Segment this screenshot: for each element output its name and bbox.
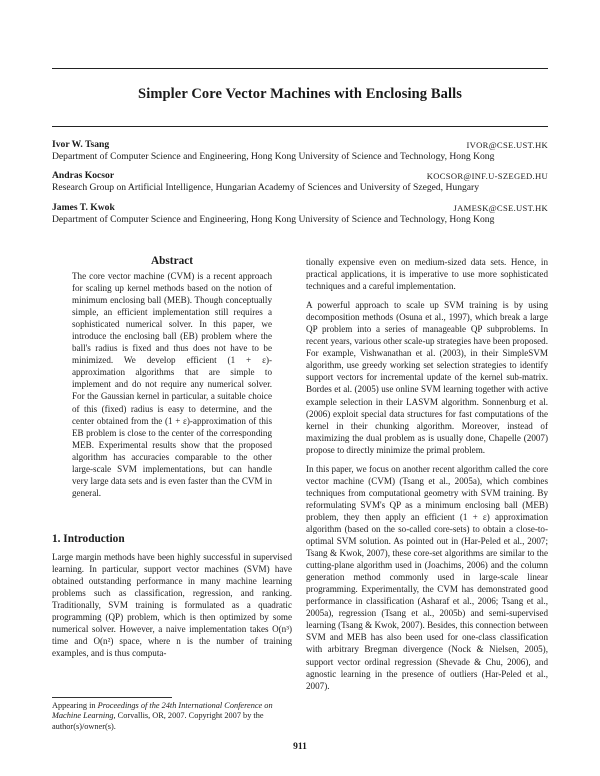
author-affiliation: Department of Computer Science and Engineering, Hong Kong University of Science and Technology, Hong Kong xyxy=(52,151,495,163)
footnote-rule xyxy=(52,697,172,698)
abstract-text xyxy=(72,270,272,499)
author-affiliation: Department of Computer Science and Engineering, Hong Kong University of Science and Technology, Hong Kong xyxy=(52,214,495,226)
author-1 xyxy=(52,139,548,163)
footnote-suffix: , Corvallis, OR, 2007. Copyright 2007 by the author(s)/owner(s). xyxy=(52,711,264,731)
page-number: 911 xyxy=(293,742,307,752)
author-name: Andras Kocsor xyxy=(52,170,115,181)
right-paragraph-3: In this paper, we focus on another recent algorithm called the core vector machine (CVM) (Tsang et al., 2005a), which combines techniques from computational geometry with SVM training. By reformulating SVM's QP as a minimum enclosing ball (MEB) problem, they then apply an efficient (1 + ε) approximation algorithm (based on the so-called core-sets) to obtain a close-to-optimal SVM solution. As pointed out in (Har-Peled et al., 2007; Tsang & Kwok, 2007), these core-set algorithms are similar to the cutting-plane algorithm used in (Joachims, 2006) and the column generation method commonly used in large-scale linear programming. Experimentally, the CVM has demonstrated good performance in classification (Asharaf et al., 2006; Tsang et al., 2005a), regression (Tsang et al., 2005b) and semi-supervised learning (Tsang & Kwok, 2007). Besides, this connection between SVM and MEB has also been used for one-class classification with arbitrary Bregman divergence (Nock & Nielsen, 2005), support vector ordinal regression (Shevade & Chu, 2006), and agnostic learning in the presence of outliers (Har-Peled et al., 2007). xyxy=(306,463,548,691)
right-paragraph-1: tionally expensive even on medium-sized data sets. Hence, in practical applications, it is imperative to use more sophisticated techniques and a careful implementation. xyxy=(306,257,548,292)
right-column xyxy=(306,256,548,692)
footnote-venue: Proceedings of the 24th International Conference on Machine Learning xyxy=(52,701,273,721)
footnote xyxy=(52,701,292,732)
abstract-heading: Abstract xyxy=(150,255,194,267)
author-2 xyxy=(52,170,548,194)
title-bottom-rule xyxy=(52,126,548,127)
abstract-paragraph: The core vector machine (CVM) is a recent approach for scaling up kernel methods based on the notion of minimum enclosing ball (MEB). Though conceptually simple, an efficient implementation still requires a sophisticated numerical solver. In this paper, we introduce the enclosing ball (EB) problem where the ball's radius is fixed and thus does not have to be minimized. We develop efficient (1 + ε)-approximation algorithms that are simple to implement and do not require any numerical solver. For the Gaussian kernel in particular, a suitable choice of this (fixed) radius is easy to determine, and the center obtained from the (1 + ε)-approximation of this EB problem is close to the center of the corresponding MEB. Experimental results show that the proposed algorithm has accuracies comparable to the other large-scale SVM implementations, but can handle very large data sets and is even faster than the CVM in general. xyxy=(72,271,272,498)
introduction-text xyxy=(52,551,292,659)
author-name: Ivor W. Tsang xyxy=(52,139,110,150)
footnote-prefix: Appearing in xyxy=(52,701,98,710)
author-name: James T. Kwok xyxy=(52,202,115,213)
author-email: IVOR@CSE.UST.HK xyxy=(466,140,548,150)
author-affiliation: Research Group on Artificial Intelligence, Hungarian Academy of Sciences and University of Szeged, Hungary xyxy=(52,182,480,194)
author-email: JAMESK@CSE.UST.HK xyxy=(453,203,548,213)
introduction-heading: 1. Introduction xyxy=(52,533,125,545)
title-top-rule xyxy=(52,68,548,69)
author-email: KOCSOR@INF.U-SZEGED.HU xyxy=(426,171,548,181)
introduction-paragraph: Large margin methods have been highly successful in supervised learning. In particular, support vector machines (SVM) have obtained outstanding performance in many machine learning problems such as classification, regression, and ranking. Traditionally, SVM training is formulated as a quadratic programming (QP) problem, which is then optimized by some numerical solver. However, a naive implementation takes O(n³) time and O(n²) space, where n is the number of training examples, and is thus computa- xyxy=(52,552,292,659)
author-3 xyxy=(52,202,548,226)
right-paragraph-2: A powerful approach to scale up SVM training is by using decomposition methods (Osuna et al., 1997), which break a large QP problem into a series of manageable QP subproblems. In recent years, various other scale-up strategies have been proposed. For example, Vishwanathan et al. (2003), in their SimpleSVM algorithm, use greedy working set selection strategies to identify support vectors for incremental update of the kernel sub-matrix. Bordes et al. (2005) use online SVM learning together with active example selection in their LASVM algorithm. Sonnenburg et al. (2006) exploit special data structures for fast computations of the kernel in their chunking algorithm. Moreover, instead of maximizing the dual problem as is usually done, Chapelle (2007) propose to directly minimize the primal problem. xyxy=(306,300,548,455)
paper-title: Simpler Core Vector Machines with Enclosing Balls xyxy=(138,86,462,102)
